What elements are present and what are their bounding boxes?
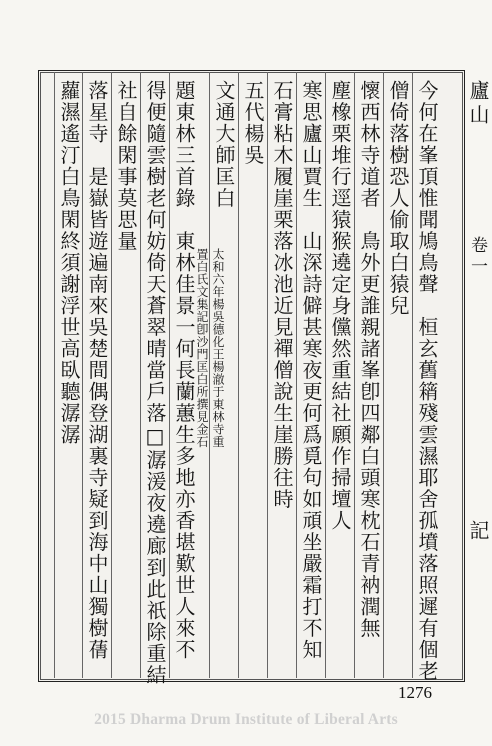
column-rule bbox=[140, 72, 141, 678]
column-rule bbox=[267, 72, 268, 678]
margin-title bbox=[468, 80, 488, 128]
text-column-10: 得便隨雲樹老何妨倚天蒼翠晴當戶落□潺湲夜遶廊到此祇除重結 bbox=[143, 80, 167, 686]
note-line-2: 置白氏文集記卽沙門匡白所撰見金石 bbox=[195, 248, 209, 448]
text-column-1: 今何在峯頂惟聞鳩鳥聲 桓玄舊䈾殘雲濕耶舍孤墳落照遲有個老 bbox=[415, 80, 439, 682]
text-column-6: 石膏粘木履崖栗落冰池近見禪僧說生崖勝往時 bbox=[270, 80, 294, 510]
column-rule bbox=[296, 72, 297, 678]
text-column-13: 蘿濕遙汀白鳥閑終須謝浮世高臥聽潺潺 bbox=[57, 80, 81, 446]
margin-char: 山 bbox=[466, 104, 490, 128]
column-rule bbox=[169, 72, 170, 678]
text-column-3: 懷西林寺道者 鳥外更誰親諸峯卽四鄰白頭寒枕石青衲潤無 bbox=[357, 80, 381, 639]
watermark: 2015 Dharma Drum Institute of Liberal Arts bbox=[94, 711, 398, 728]
text-column-2: 僧倚落樹恐人偷取白猿兒 bbox=[386, 80, 410, 317]
text-column-9: 題東林三首錄 東林佳景一何長蘭蕙生多地亦香堪歎世人來不 bbox=[172, 80, 196, 661]
column-rule bbox=[209, 72, 210, 678]
column-rule bbox=[383, 72, 384, 678]
column-rule bbox=[354, 72, 355, 678]
page-number: 1276 bbox=[398, 683, 432, 702]
column-rule bbox=[82, 72, 83, 678]
note-line-1: 太和六年楊吳德化王楊澈于東林寺重 bbox=[211, 248, 225, 448]
text-column-4: 塵橡栗堆行逕猿猴遶定身儻然重結社願作掃壇人 bbox=[328, 80, 352, 532]
column-rule bbox=[54, 72, 55, 678]
text-column-8: 文通大師匡白 bbox=[212, 80, 236, 209]
column-rule bbox=[238, 72, 239, 678]
margin-bottom: 記 bbox=[466, 520, 490, 544]
column-rule bbox=[412, 72, 413, 678]
text-column-11: 社自餘閑事莫思量 bbox=[114, 80, 138, 252]
margin-char: 廬 bbox=[466, 80, 490, 104]
text-column-12: 落星寺 是嶽皆遊遍南來吳楚間偶登湖裏寺疑到海中山獨樹蒨 bbox=[85, 80, 109, 661]
margin-volume: 卷一 bbox=[467, 236, 487, 278]
column-rule bbox=[325, 72, 326, 678]
text-column-5: 寒思廬山賈生 山深詩僻甚寒夜更何爲覓句如頑坐嚴霜打不知 bbox=[299, 80, 323, 661]
column-rule bbox=[111, 72, 112, 678]
text-column-7: 五代楊吳 bbox=[241, 80, 265, 166]
